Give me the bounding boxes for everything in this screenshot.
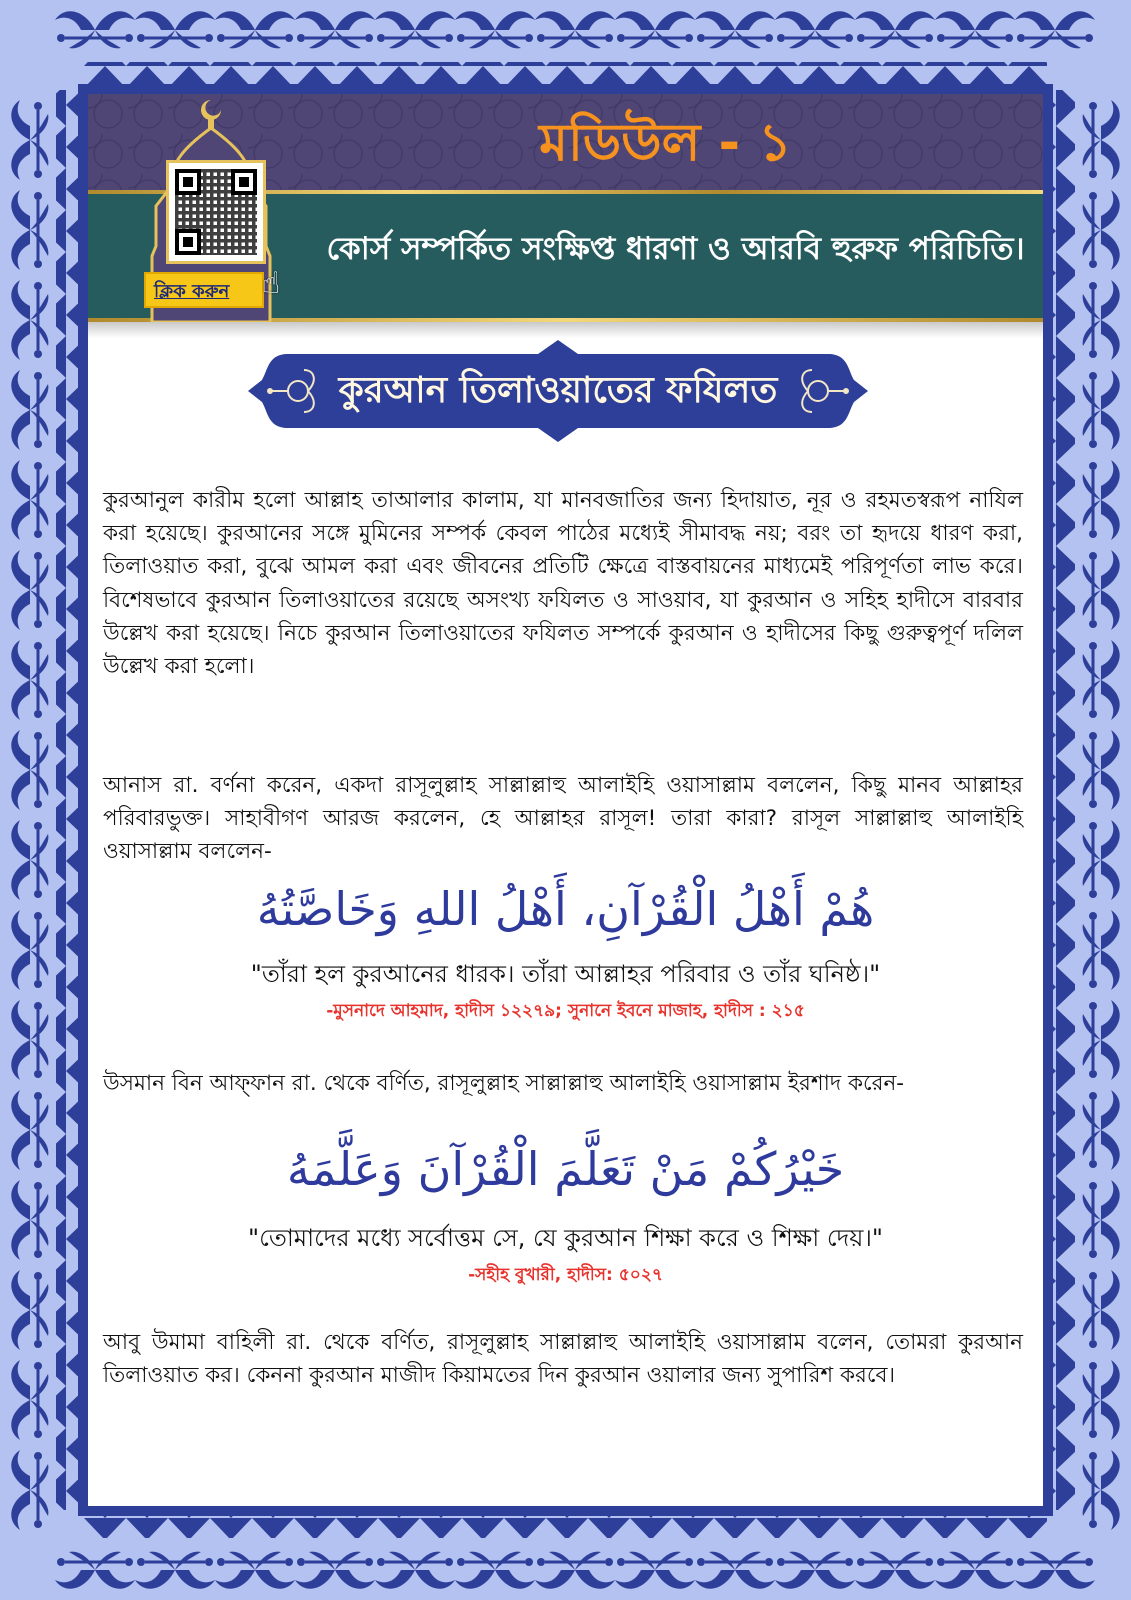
hadith-2-citation: -সহীহ বুখারী, হাদীস: ৫০২৭ [468, 1265, 663, 1285]
hadith-3-narration: আবু উমামা বাহিলী রা. থেকে বর্ণিত, রাসূলুল্লাহ সাল্লাল্লাহু আলাইহি ওয়াসাল্লাম বলেন, তোমরা কুরআন তিলাওয়াত কর। কেননা কুরআন মাজীদ কিয়ামতের দিন কুরআন ওয়ালার জন্য সুপারিশ করবে। [103, 1330, 1023, 1389]
hadith-1-citation: -মুসনাদে আহমাদ, হাদীস ১২২৭৯; সুনানে ইবনে মাজাহ, হাদীস : ২১৫ [326, 1001, 805, 1021]
section-banner [248, 340, 868, 442]
header-shadow [88, 322, 1043, 338]
hadith-2-narration: উসমান বিন আফ্‌ফান রা. থেকে বর্ণিত, রাসূলুল্লাহ সাল্লাল্লাহু আলাইহি ওয়াসাল্লাম ইরশাদ করেন- [103, 1071, 905, 1096]
module-title: মডিউল - ১ [539, 113, 792, 173]
qr-code-icon[interactable] [166, 160, 266, 264]
intro-paragraph: কুরআনুল কারীম হলো আল্লাহ তাআলার কালাম, যা মানবজাতির জন্য হিদায়াত, নূর ও রহমতস্বরূপ নাযিল করা হয়েছে। কুরআনের সঙ্গে মুমিনের সম্পর্ক কেবল পাঠের মধ্যেই সীমাবদ্ধ নয়; বরং তা হৃদয়ে ধারণ করা, তিলাওয়াত করা, বুঝে আমল করা এবং জীবনের প্রতিটি ক্ষেত্রে বাস্তবায়নের মাধ্যমেই পরিপূর্ণতা লাভ করে। বিশেষভাবে কুরআন তিলাওয়াতের রয়েছে অসংখ্য ফযিলত ও সাওয়াব, যা কুরআন ও সহিহ হাদীসে বারবার উল্লেখ করা হয়েছে। নিচে কুরআন তিলাওয়াতের ফযিলত সম্পর্কে কুরআন ও হাদীসের কিছু গুরুত্বপূর্ণ দলিল উল্লেখ করা হলো। [103, 488, 1023, 680]
content-card [88, 94, 1043, 1506]
hand-pointer-icon: ☝ [262, 266, 281, 301]
hadith-1-translation: "তাঁরা হল কুরআনের ধারক। তাঁরা আল্লাহর পরিবার ও তাঁর ঘনিষ্ঠ।" [250, 960, 881, 988]
hadith-2-translation: "তোমাদের মধ্যে সর্বোত্তম সে, যে কুরআন শিক্ষা করে ও শিক্ষা দেয়।" [248, 1224, 883, 1252]
hadith-1-narration: আনাস রা. বর্ণনা করেন, একদা রাসূলুল্লাহ সাল্লাল্লাহু আলাইহি ওয়াসাল্লাম বললেন, কিছু মানব আল্লাহর পরিবারভুক্ত। সাহাবীগণ আরজ করলেন, হে আল্লাহর রাসূল! তারা কারা? রাসূল সাল্লাল্লাহু আলাইহি ওয়াসাল্লাম বললেন- [103, 773, 1023, 865]
click-here-button[interactable]: ক্লিক করুন [144, 272, 264, 308]
hadith-1-arabic: هُمْ أَهْلُ الْقُرْآنِ، أَهْلُ اللهِ وَخَاصَّتُهُ [256, 882, 875, 936]
qr-badge[interactable] [126, 96, 296, 322]
section-title: কুরআন তিলাওয়াতের ফযিলত [338, 370, 778, 411]
course-subtitle: কোর্স সম্পর্কিত সংক্ষিপ্ত ধারণা ও আরবি হুরুফ পরিচিতি। [326, 231, 1025, 267]
hadith-2-arabic: خَيْرُكُمْ مَنْ تَعَلَّمَ الْقُرْآنَ وَعَلَّمَهُ [286, 1142, 845, 1196]
